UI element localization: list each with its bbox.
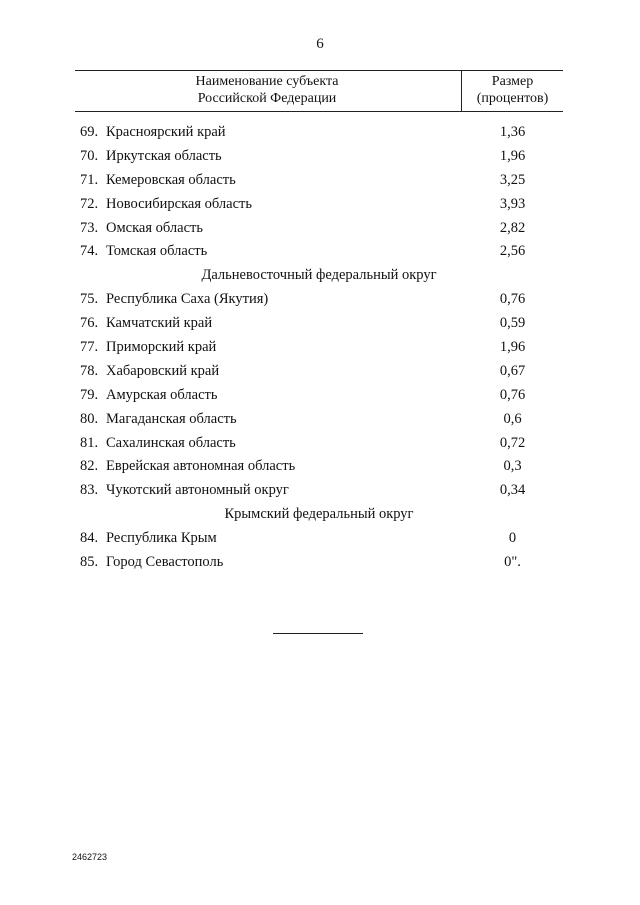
percent-value: 0,6 xyxy=(503,410,522,427)
percent-value: 0,72 xyxy=(499,434,526,451)
percent-value: 0,59 xyxy=(499,315,526,332)
row-number: 70. xyxy=(80,147,99,164)
region-name: Амурская область xyxy=(106,386,218,403)
percent-value: 0,76 xyxy=(499,386,526,403)
table-row xyxy=(75,432,563,456)
row-number: 75. xyxy=(80,291,99,308)
column-header-size-line2: (процентов) xyxy=(476,91,549,106)
region-name: Сахалинская область xyxy=(106,434,236,451)
row-number: 79. xyxy=(80,386,99,403)
end-rule xyxy=(273,633,363,634)
region-name: Магаданская область xyxy=(106,410,237,427)
region-name: Приморский край xyxy=(106,339,217,356)
page-number: 6 xyxy=(316,36,324,52)
table-row xyxy=(75,217,563,241)
table-row xyxy=(75,551,563,575)
document-code: 2462723 xyxy=(72,852,108,862)
table-row xyxy=(75,408,563,432)
row-number: 71. xyxy=(80,171,99,188)
percent-value: 3,25 xyxy=(499,171,526,188)
row-number: 81. xyxy=(80,434,99,451)
row-number: 76. xyxy=(80,315,99,332)
region-name: Новосибирская область xyxy=(106,195,252,212)
table-row xyxy=(75,360,563,384)
table-header xyxy=(75,70,563,112)
regions-table xyxy=(75,70,563,571)
column-header-name-line1: Наименование субъекта xyxy=(195,74,339,89)
row-number: 74. xyxy=(80,243,99,260)
table-row xyxy=(75,479,563,503)
region-name: Чукотский автономный округ xyxy=(106,482,289,499)
row-number: 84. xyxy=(80,530,99,547)
table-row xyxy=(75,121,563,145)
row-number: 85. xyxy=(80,554,99,571)
column-header-name xyxy=(75,73,459,107)
row-number: 80. xyxy=(80,410,99,427)
percent-value: 1,96 xyxy=(499,147,526,164)
percent-value: 1,36 xyxy=(499,124,526,140)
district-heading xyxy=(75,264,563,288)
column-header-size xyxy=(462,73,563,107)
district-name: Крымский федеральный округ xyxy=(224,506,414,523)
district-name: Дальневосточный федеральный округ xyxy=(201,267,437,284)
column-header-size-line1: Размер xyxy=(491,74,534,89)
table-body xyxy=(75,121,563,575)
region-name: Республика Саха (Якутия) xyxy=(106,291,269,308)
region-name: Город Севастополь xyxy=(106,554,224,571)
row-number: 82. xyxy=(80,458,99,475)
percent-value: 2,82 xyxy=(499,219,526,236)
region-name: Омская область xyxy=(106,219,203,236)
percent-value: 2,56 xyxy=(499,243,526,260)
region-name: Иркутская область xyxy=(106,147,222,164)
row-number: 72. xyxy=(80,195,99,212)
region-name: Томская область xyxy=(106,243,208,260)
percent-value: 0". xyxy=(504,554,521,571)
row-number: 73. xyxy=(80,219,99,236)
table-row xyxy=(75,240,563,264)
region-name: Еврейская автономная область xyxy=(106,458,296,475)
table-row xyxy=(75,193,563,217)
percent-value: 0 xyxy=(508,530,517,547)
percent-value: 0,67 xyxy=(499,362,526,379)
region-name: Камчатский край xyxy=(106,315,213,332)
table-row xyxy=(75,169,563,193)
district-heading xyxy=(75,503,563,527)
table-row xyxy=(75,288,563,312)
percent-value: 0,76 xyxy=(499,291,526,308)
row-number: 77. xyxy=(80,339,99,356)
table-row xyxy=(75,455,563,479)
row-number: 83. xyxy=(80,482,99,499)
region-name: Кемеровская область xyxy=(106,171,236,188)
table-row xyxy=(75,312,563,336)
row-number: 78. xyxy=(80,362,99,379)
table-row xyxy=(75,336,563,360)
region-name: Республика Крым xyxy=(106,530,217,547)
region-name: Хабаровский край xyxy=(106,362,220,379)
column-header-name-line2: Российской Федерации xyxy=(197,91,337,106)
percent-value: 1,96 xyxy=(499,339,526,356)
region-name: Красноярский край xyxy=(106,124,226,140)
percent-value: 0,3 xyxy=(503,458,522,475)
table-row xyxy=(75,527,563,551)
row-number: 69. xyxy=(80,124,99,140)
table-row xyxy=(75,384,563,408)
percent-value: 0,34 xyxy=(499,482,526,499)
table-row xyxy=(75,145,563,169)
percent-value: 3,93 xyxy=(499,195,526,212)
